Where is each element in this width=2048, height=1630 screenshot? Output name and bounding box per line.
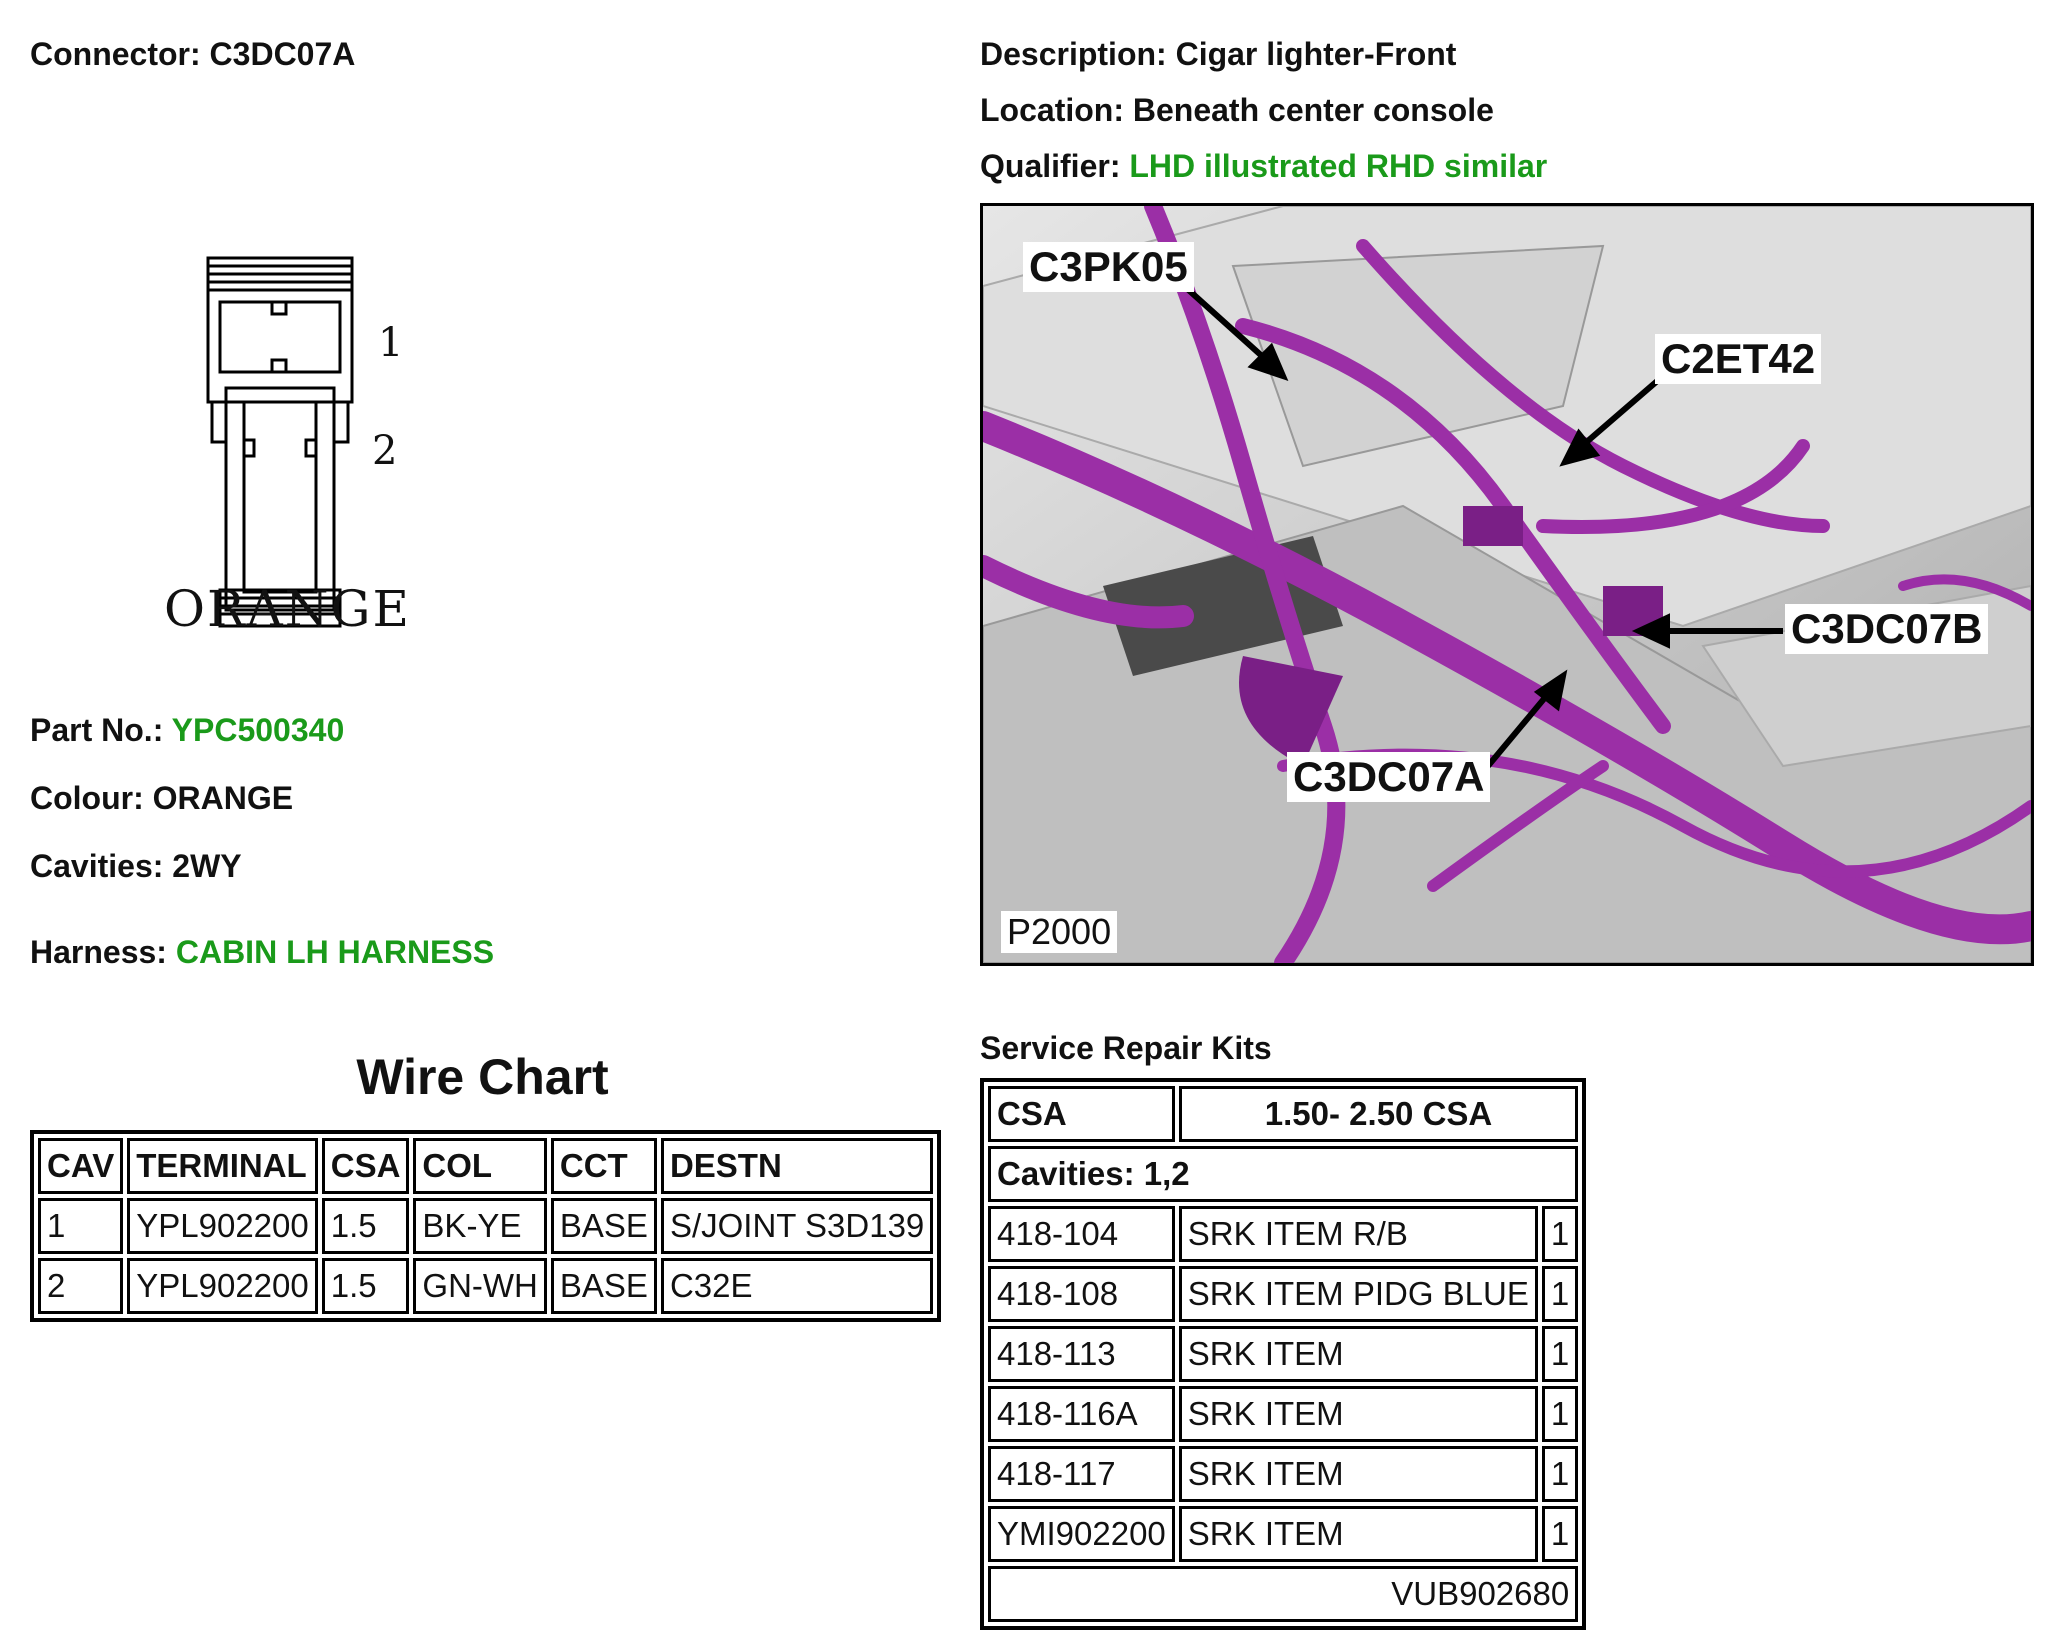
colour-label: Colour: — [30, 780, 144, 816]
connector-field — [30, 36, 355, 73]
cavities-value: 2WY — [172, 848, 242, 884]
wire-chart-title: Wire Chart — [356, 1049, 609, 1105]
srk-item-qty: 1 — [1542, 1266, 1578, 1322]
vehicle-illustration — [983, 206, 2031, 963]
header-col: COL — [413, 1138, 546, 1194]
cell-csa: 1.5 — [322, 1258, 410, 1314]
srk-item-qty: 1 — [1542, 1446, 1578, 1502]
cell-cct: BASE — [551, 1258, 657, 1314]
cell-csa: 1.5 — [322, 1198, 410, 1254]
table-row — [988, 1386, 1578, 1442]
pin-2-label: 2 — [372, 428, 398, 474]
connector-value: C3DC07A — [209, 36, 356, 72]
description-label: Description: — [980, 36, 1167, 72]
qualifier-field — [980, 148, 1547, 185]
header-csa: CSA — [322, 1138, 410, 1194]
cell-col: BK-YE — [413, 1198, 546, 1254]
cell-col: GN-WH — [413, 1258, 546, 1314]
srk-kit-no: 418-117 — [988, 1446, 1175, 1502]
srk-kit-no: 418-104 — [988, 1206, 1175, 1262]
srk-csa-row — [988, 1086, 1578, 1142]
header-terminal: TERMINAL — [127, 1138, 318, 1194]
cell-cct: BASE — [551, 1198, 657, 1254]
pin-1-label: 1 — [378, 320, 404, 366]
drawing-colour-label: ORANGE — [164, 580, 411, 638]
header-cav: CAV — [38, 1138, 123, 1194]
table-row — [988, 1446, 1578, 1502]
table-row — [988, 1506, 1578, 1562]
srk-heading: Service Repair Kits — [980, 1030, 1272, 1066]
srk-item-desc: SRK ITEM — [1179, 1326, 1538, 1382]
srk-item-qty: 1 — [1542, 1386, 1578, 1442]
cavities-label: Cavities: — [30, 848, 164, 884]
connector-label: Connector: — [30, 36, 201, 72]
srk-footer-row — [988, 1566, 1578, 1622]
qualifier-value: LHD illustrated RHD similar — [1129, 148, 1548, 184]
cell-terminal: YPL902200 — [127, 1258, 318, 1314]
cell-cav: 2 — [38, 1258, 123, 1314]
srk-cavities: Cavities: 1,2 — [988, 1146, 1578, 1202]
srk-cavities-row — [988, 1146, 1578, 1202]
harness-field — [30, 934, 494, 971]
part-no-field — [30, 712, 344, 749]
cell-cav: 1 — [38, 1198, 123, 1254]
srk-item-qty: 1 — [1542, 1326, 1578, 1382]
table-row — [38, 1258, 933, 1314]
location-field — [980, 92, 1494, 129]
srk-item-desc: SRK ITEM — [1179, 1506, 1538, 1562]
callout-c2et42: C2ET42 — [1655, 334, 1821, 384]
harness-label: Harness: — [30, 934, 167, 970]
cell-terminal: YPL902200 — [127, 1198, 318, 1254]
harness-value: CABIN LH HARNESS — [175, 934, 495, 970]
srk-table — [980, 1078, 1586, 1630]
table-row — [988, 1326, 1578, 1382]
srk-kit-no: 418-108 — [988, 1266, 1175, 1322]
header-destn: DESTN — [661, 1138, 933, 1194]
description-field — [980, 36, 1456, 73]
srk-item-desc: SRK ITEM — [1179, 1386, 1538, 1442]
callout-c3pk05: C3PK05 — [1023, 242, 1194, 292]
table-row — [988, 1206, 1578, 1262]
location-label: Location: — [980, 92, 1124, 128]
srk-kit-no: 418-116A — [988, 1386, 1175, 1442]
callout-c3dc07b: C3DC07B — [1785, 604, 1988, 654]
callout-c3dc07a: C3DC07A — [1287, 752, 1490, 802]
wire-chart-table — [30, 1130, 941, 1322]
srk-csa-value: 1.50- 2.50 CSA — [1179, 1086, 1578, 1142]
location-photo — [980, 203, 2034, 966]
description-value: Cigar lighter-Front — [1175, 36, 1457, 72]
srk-item-desc: SRK ITEM — [1179, 1446, 1538, 1502]
part-no-label: Part No.: — [30, 712, 164, 748]
header-cct: CCT — [551, 1138, 657, 1194]
srk-item-desc: SRK ITEM R/B — [1179, 1206, 1538, 1262]
wire-chart-header-row — [38, 1138, 933, 1194]
cell-destn: C32E — [661, 1258, 933, 1314]
cell-destn: S/JOINT S3D139 — [661, 1198, 933, 1254]
location-value: Beneath center console — [1132, 92, 1494, 128]
photo-id: P2000 — [1001, 911, 1117, 953]
srk-kit-no: 418-113 — [988, 1326, 1175, 1382]
srk-item-desc: SRK ITEM PIDG BLUE — [1179, 1266, 1538, 1322]
srk-kit-no: YMI902200 — [988, 1506, 1175, 1562]
srk-item-qty: 1 — [1542, 1506, 1578, 1562]
table-row — [38, 1198, 933, 1254]
qualifier-label: Qualifier: — [980, 148, 1121, 184]
cavities-field — [30, 848, 242, 885]
srk-footer: VUB902680 — [988, 1566, 1578, 1622]
colour-field — [30, 780, 293, 817]
colour-value: ORANGE — [152, 780, 294, 816]
srk-csa-label: CSA — [988, 1086, 1175, 1142]
srk-item-qty: 1 — [1542, 1206, 1578, 1262]
part-no-value: YPC500340 — [171, 712, 345, 748]
table-row — [988, 1266, 1578, 1322]
